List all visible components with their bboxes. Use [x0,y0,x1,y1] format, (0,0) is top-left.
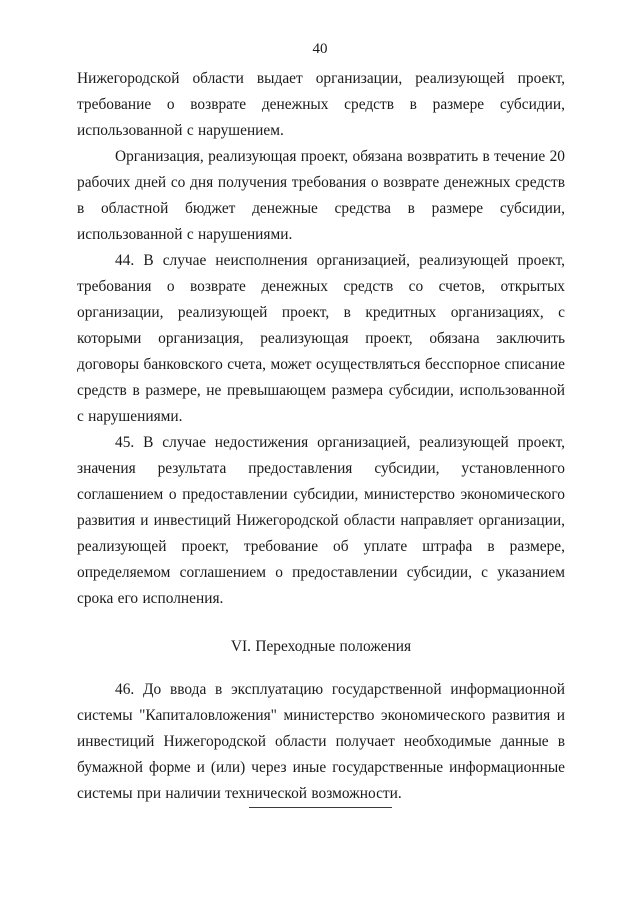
page-number: 40 [312,41,328,57]
document-body [77,66,565,807]
paragraph-45: 45. В случае недостижения организацией, реализующей проект, значения результата предоставления субсидии, установленного соглашением о предоставлении субсидии, министерство экономического развития и инвестиций Нижегородской области направляет организации, реализующей проект, требование об уплате штрафа в размере, определяемом соглашением о предоставлении субсидии, с указанием срока его исполнения. [77,434,565,607]
paragraph-continuation: Нижегородской области выдает организации, реализующей проект, требование о возврате денежных средств в размере субсидии, использованной с нарушением. [77,70,565,139]
paragraph-46: 46. До ввода в эксплуатацию государственной информационной системы "Капиталовложения" министерство экономического развития и инвестиций Нижегородской области получает необходимые данные в бумажной форме и (или) через иные государственные информационные системы при наличии технической возможности. [77,681,565,802]
paragraph-organization-obligation: Организация, реализующая проект, обязана возвратить в течение 20 рабочих дней со дня получения требования о возврате денежных средств в областной бюджет денежные средства в размере субсидии, использованной с нарушениями. [77,148,565,243]
spacer [77,660,565,677]
spacer [77,612,565,634]
paragraph-44: 44. В случае неисполнения организацией, реализующей проект, требования о возврате денежных средств со счетов, открытых организации, реализующей проект, в кредитных организациях, с которыми организация, реализующая проект, обязана заключить договоры банковского счета, может осуществляться бесспорное списание средств в размере, не превышающем размера субсидии, использованной с нарушениями. [77,252,565,425]
end-of-text-rule [249,807,392,808]
section-heading: VI. Переходные положения [230,638,412,655]
